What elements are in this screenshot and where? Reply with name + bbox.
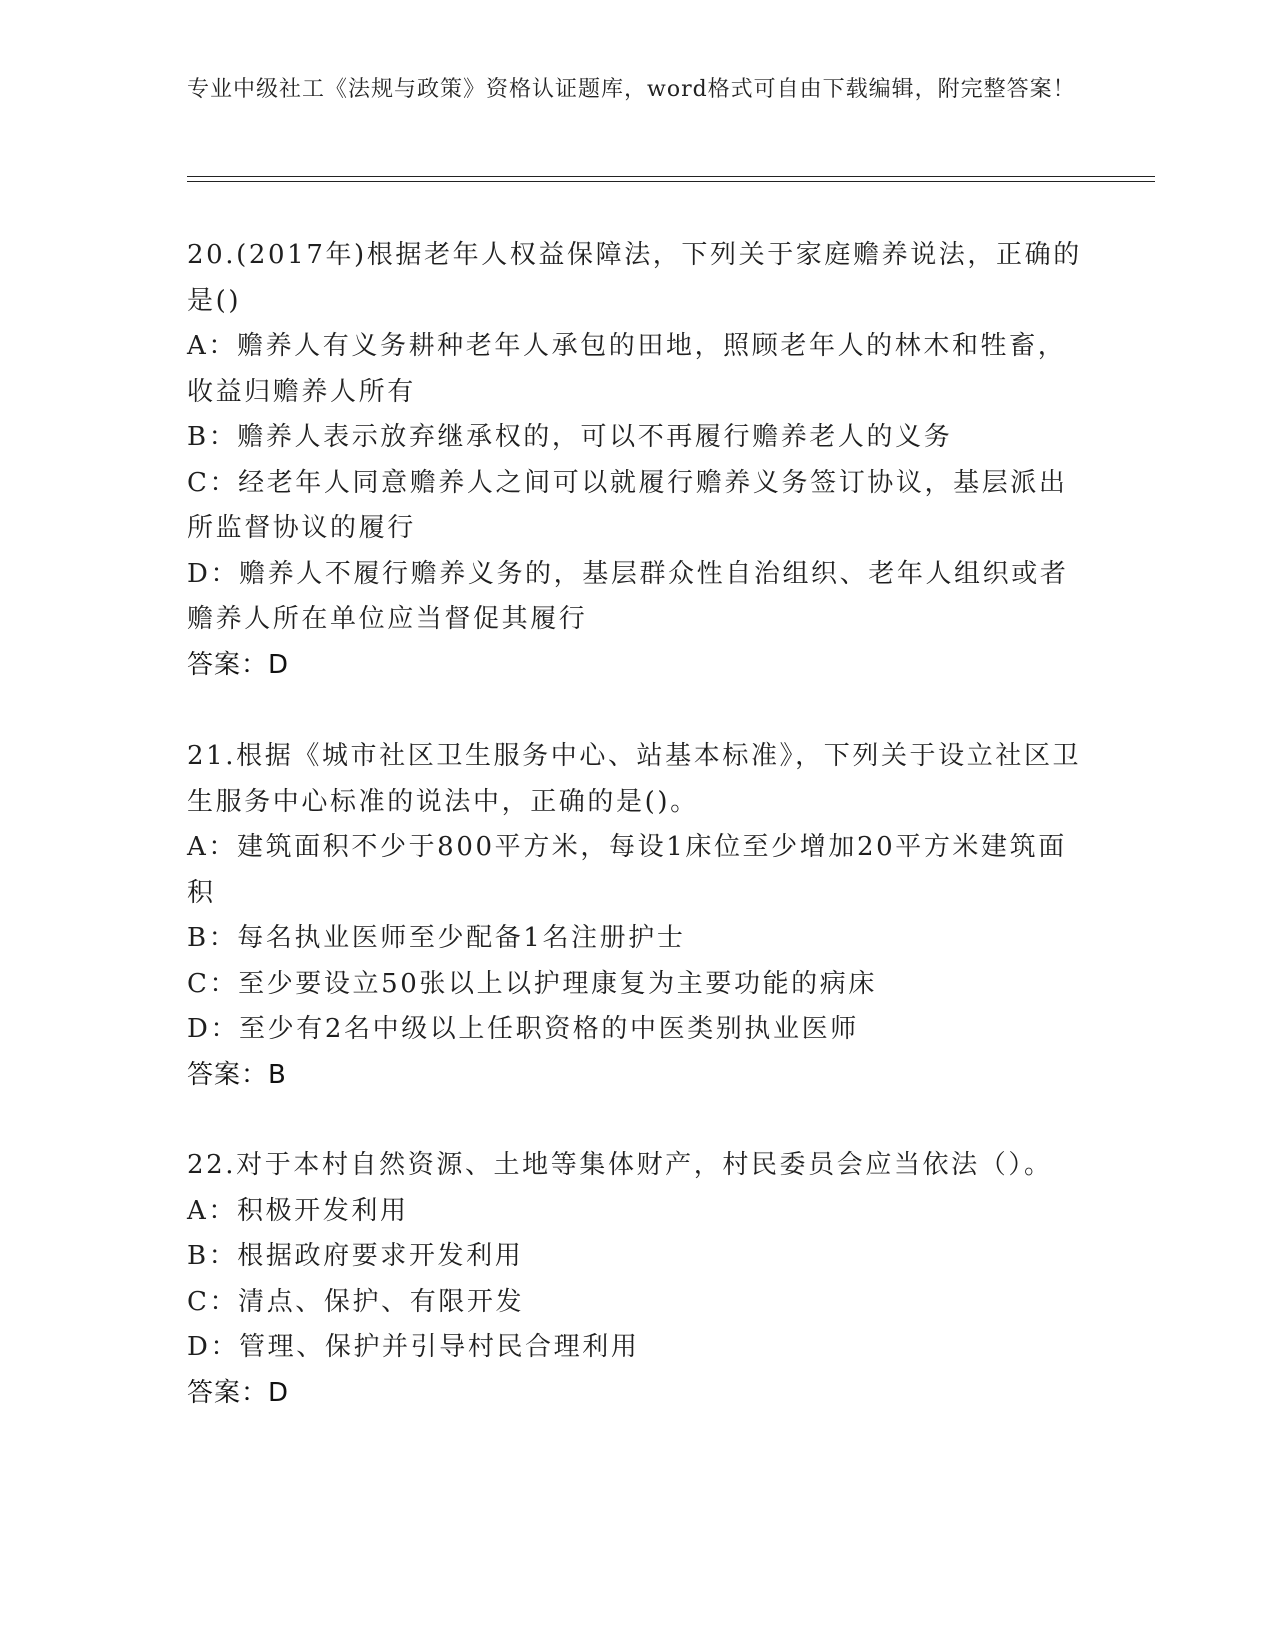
answer-line: 答案：D — [187, 1377, 290, 1408]
question-stem: 21.根据《城市社区卫生服务中心、站基本标准》，下列关于设立社区卫生服务中心标准的说法中，正确的是()。 — [187, 741, 1082, 817]
option-c: C：至少要设立50张以上以护理康复为主要功能的病床 — [187, 968, 877, 999]
question-stem: 22.对于本村自然资源、土地等集体财产，村民委员会应当依法（）。 — [187, 1150, 1053, 1180]
option-a: A：建筑面积不少于800平方米，每设1床位至少增加20平方米建筑面积 — [187, 832, 1067, 908]
question-22 — [187, 1143, 1087, 1416]
option-d: D：赡养人不履行赡养义务的，基层群众性自治组织、老年人组织或者赡养人所在单位应当督促其履行 — [187, 558, 1069, 634]
option-a: A：赡养人有义务耕种老年人承包的田地，照顾老年人的林木和牲畜，收益归赡养人所有 — [187, 331, 1067, 407]
option-d: D：至少有2名中级以上任职资格的中医类别执业医师 — [187, 1014, 859, 1044]
option-b: B：每名执业医师至少配备1名注册护士 — [187, 923, 686, 953]
header-rule-top — [187, 176, 1155, 177]
option-a: A：积极开发利用 — [187, 1195, 409, 1226]
option-d: D：管理、保护并引导村民合理利用 — [187, 1332, 640, 1362]
option-b: B：赡养人表示放弃继承权的，可以不再履行赡养老人的义务 — [187, 422, 953, 452]
option-c: C：清点、保护、有限开发 — [187, 1286, 525, 1317]
page-header-text: 专业中级社工《法规与政策》资格认证题库，word格式可自由下载编辑，附完整答案！ — [187, 77, 1076, 102]
option-b: B：根据政府要求开发利用 — [187, 1241, 524, 1271]
header-rule-bottom — [187, 181, 1155, 182]
option-c: C：经老年人同意赡养人之间可以就履行赡养义务签订协议，基层派出所监督协议的履行 — [187, 467, 1068, 543]
answer-line: 答案：B — [187, 1059, 287, 1090]
question-20 — [187, 233, 1087, 688]
question-stem: 20.(2017年)根据老年人权益保障法，下列关于家庭赡养说法，正确的是() — [187, 240, 1082, 316]
question-21 — [187, 734, 1087, 1098]
answer-line: 答案：D — [187, 649, 290, 680]
